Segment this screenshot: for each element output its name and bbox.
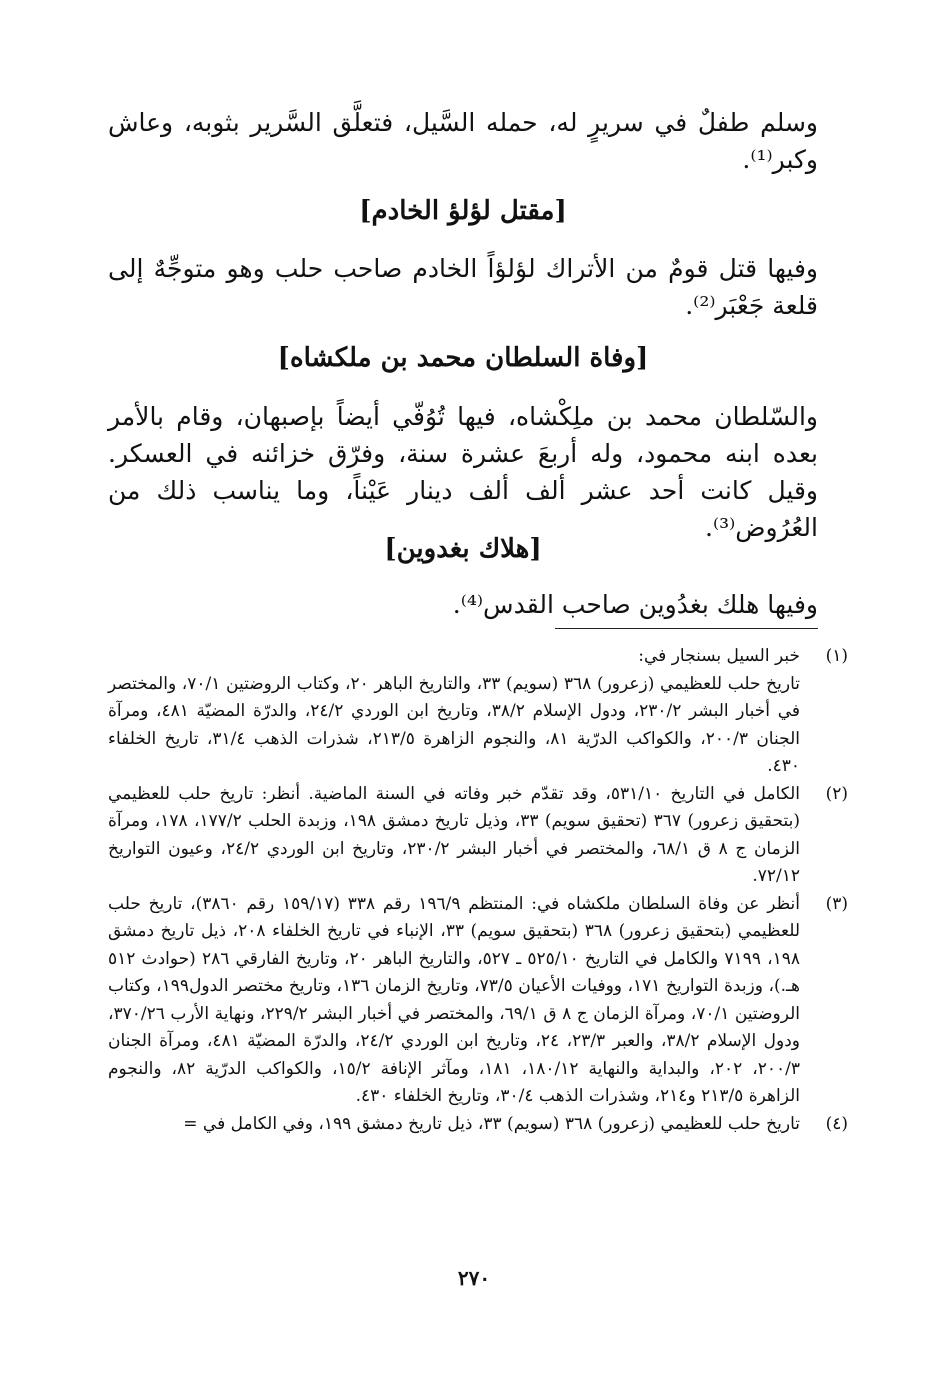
body-paragraph-1 [108, 104, 818, 178]
page-number: ٢٧٠ [457, 1266, 491, 1290]
footnote-text: أنظر عن وفاة السلطان ملكشاه في: المنتظم ١٩٦/٩ رقم ٣٣٨ (١٥٩/١٧ رقم ٣٨٦٠)، تاريخ حلب للعظيمي (بتحقيق زعرور) ٣٦٨ (بتحقيق سويم) ٣٣، الإنباء في تاريخ الخلفاء ٢٠٨، ذيل تاريخ دمشق ١٩٨، ٧١٩٩ والكامل في التاريخ ٥٢٥/١٠ ـ ٥٢٧، والتاريخ الباهر ٢٠، وتاريخ الفارقي ٢٨٦ (حوادث ٥١٢ هـ.)، وزبدة التواريخ ١٧١، ووفيات الأعيان ٧٣/٥، وتاريخ الزمان ١٣٦، وتاريخ مختصر الدول١٩٩، وكتاب الروضتين ٧٠/١، ومرآة الزمان ج ٨ ق ٦٩/١، والمختصر في أخبار البشر ٢٢٩/٢، ونهاية الأرب ٣٧٠/٢٦، ودول الإسلام ٣٨/٢، والعبر ٢٣/٣، ٢٤، وتاريخ ابن الوردي ٢٤/٢، والدرّة المضيّة ٤٨١، ومرآة الجنان ٢٠٠/٣، ٢٠٢، والبداية والنهاية ١٨٠/١٢، ١٨١، ومآثر الإنافة ١٥/٢، والكواكب الدرّية ٨٢، والنجوم الزاهرة ٢١٣/٥ و٢١٤، وشذرات الذهب ٣٠/٤، وتاريخ الخلفاء ٤٣٠. [108, 893, 801, 1106]
footnote-number: (٤) [825, 1113, 848, 1134]
body-paragraph-2 [108, 250, 818, 324]
footnote-3 [108, 891, 848, 1111]
footnotes [108, 643, 848, 1138]
footnote-text: خبر السيل بسنجار في: تاريخ حلب للعظيمي (زعرور) ٣٦٨ (سويم) ٣٣، والتاريخ الباهر ٢٠، وكتاب الروضتين ٧٠/١، والمختصر في أخبار البشر ٢٣٠/٢، ودول الإسلام ٣٨/٢، وتاريخ ابن الوردي ٢٤/٢، والدرّة المضيّة ٤٨١، ومرآة الجنان ٢٠٠/٣، والكواكب الدرّية ٨١، والنجوم الزاهرة ٢١٣/٥، شذرات الذهب ٣١/٤، تاريخ الخلفاء ٤٣٠. [108, 646, 800, 776]
section-heading-1: [مقتل لؤلؤ الخادم] [359, 196, 567, 226]
paragraph-text: وفيها هلك بغدُوين صاحب القدس⁽⁴⁾. [452, 590, 818, 619]
paragraph-text: والسّلطان محمد بن ملِكْشاه، فيها تُوُفّي أيضاً بإصبهان، وقام بالأمر بعده ابنه محمود، وله أربعَ عشرة سنة، وفرّق خزائنه في العسكر. وقيل كانت أحد عشر ألف ألف دينار عَيْناً، وما يناسب ذلك من العُرُوض⁽³⁾. [108, 402, 818, 542]
footnote-text: تاريخ حلب للعظيمي (زعرور) ٣٦٨ (سويم) ٣٣، ذيل تاريخ دمشق ١٩٩، وفي الكامل في = [183, 1113, 800, 1134]
section-heading-3: [هلاك بغدوين] [384, 534, 542, 564]
footnote-2 [108, 781, 848, 891]
footnote-4 [108, 1111, 848, 1139]
footnote-separator [555, 628, 818, 629]
paragraph-text: وسلم طفلٌ في سريرٍ له، حمله السَّيل، فتعلَّق السَّرير بثوبه، وعاش وكبر⁽¹⁾. [108, 108, 818, 174]
paragraph-text: وفيها قتل قومٌ من الأتراك لؤلؤاً الخادم صاحب حلب وهو متوجِّهٌ إلى قلعة جَعْبَر⁽²⁾. [108, 254, 818, 320]
footnote-1 [108, 643, 848, 781]
footnote-number: (١) [825, 646, 848, 666]
footnote-number: (٢) [825, 783, 848, 804]
footnote-number: (٣) [825, 893, 848, 914]
body-paragraph-3 [108, 398, 818, 546]
section-heading-2: [وفاة السلطان محمد بن ملكشاه] [277, 343, 649, 373]
body-paragraph-4 [108, 586, 818, 623]
footnote-text: الكامل في التاريخ ٥٣١/١٠، وقد تقدّم خبر وفاته في السنة الماضية. أنظر: تاريخ حلب للعظيمي (بتحقيق زعرور) ٣٦٧ (تحقيق سويم) ٣٣، وذيل تاريخ دمشق ١٩٨، وزبدة الحلب ١٧٧/٢، ١٧٨، ومرآة الزمان ج ٨ ق ٦٨/١، والمختصر في أخبار البشر ٢٣٠/٢، وتاريخ ابن الوردي ٢٤/٢، وعيون التواريخ ٧٢/١٢. [108, 783, 801, 886]
